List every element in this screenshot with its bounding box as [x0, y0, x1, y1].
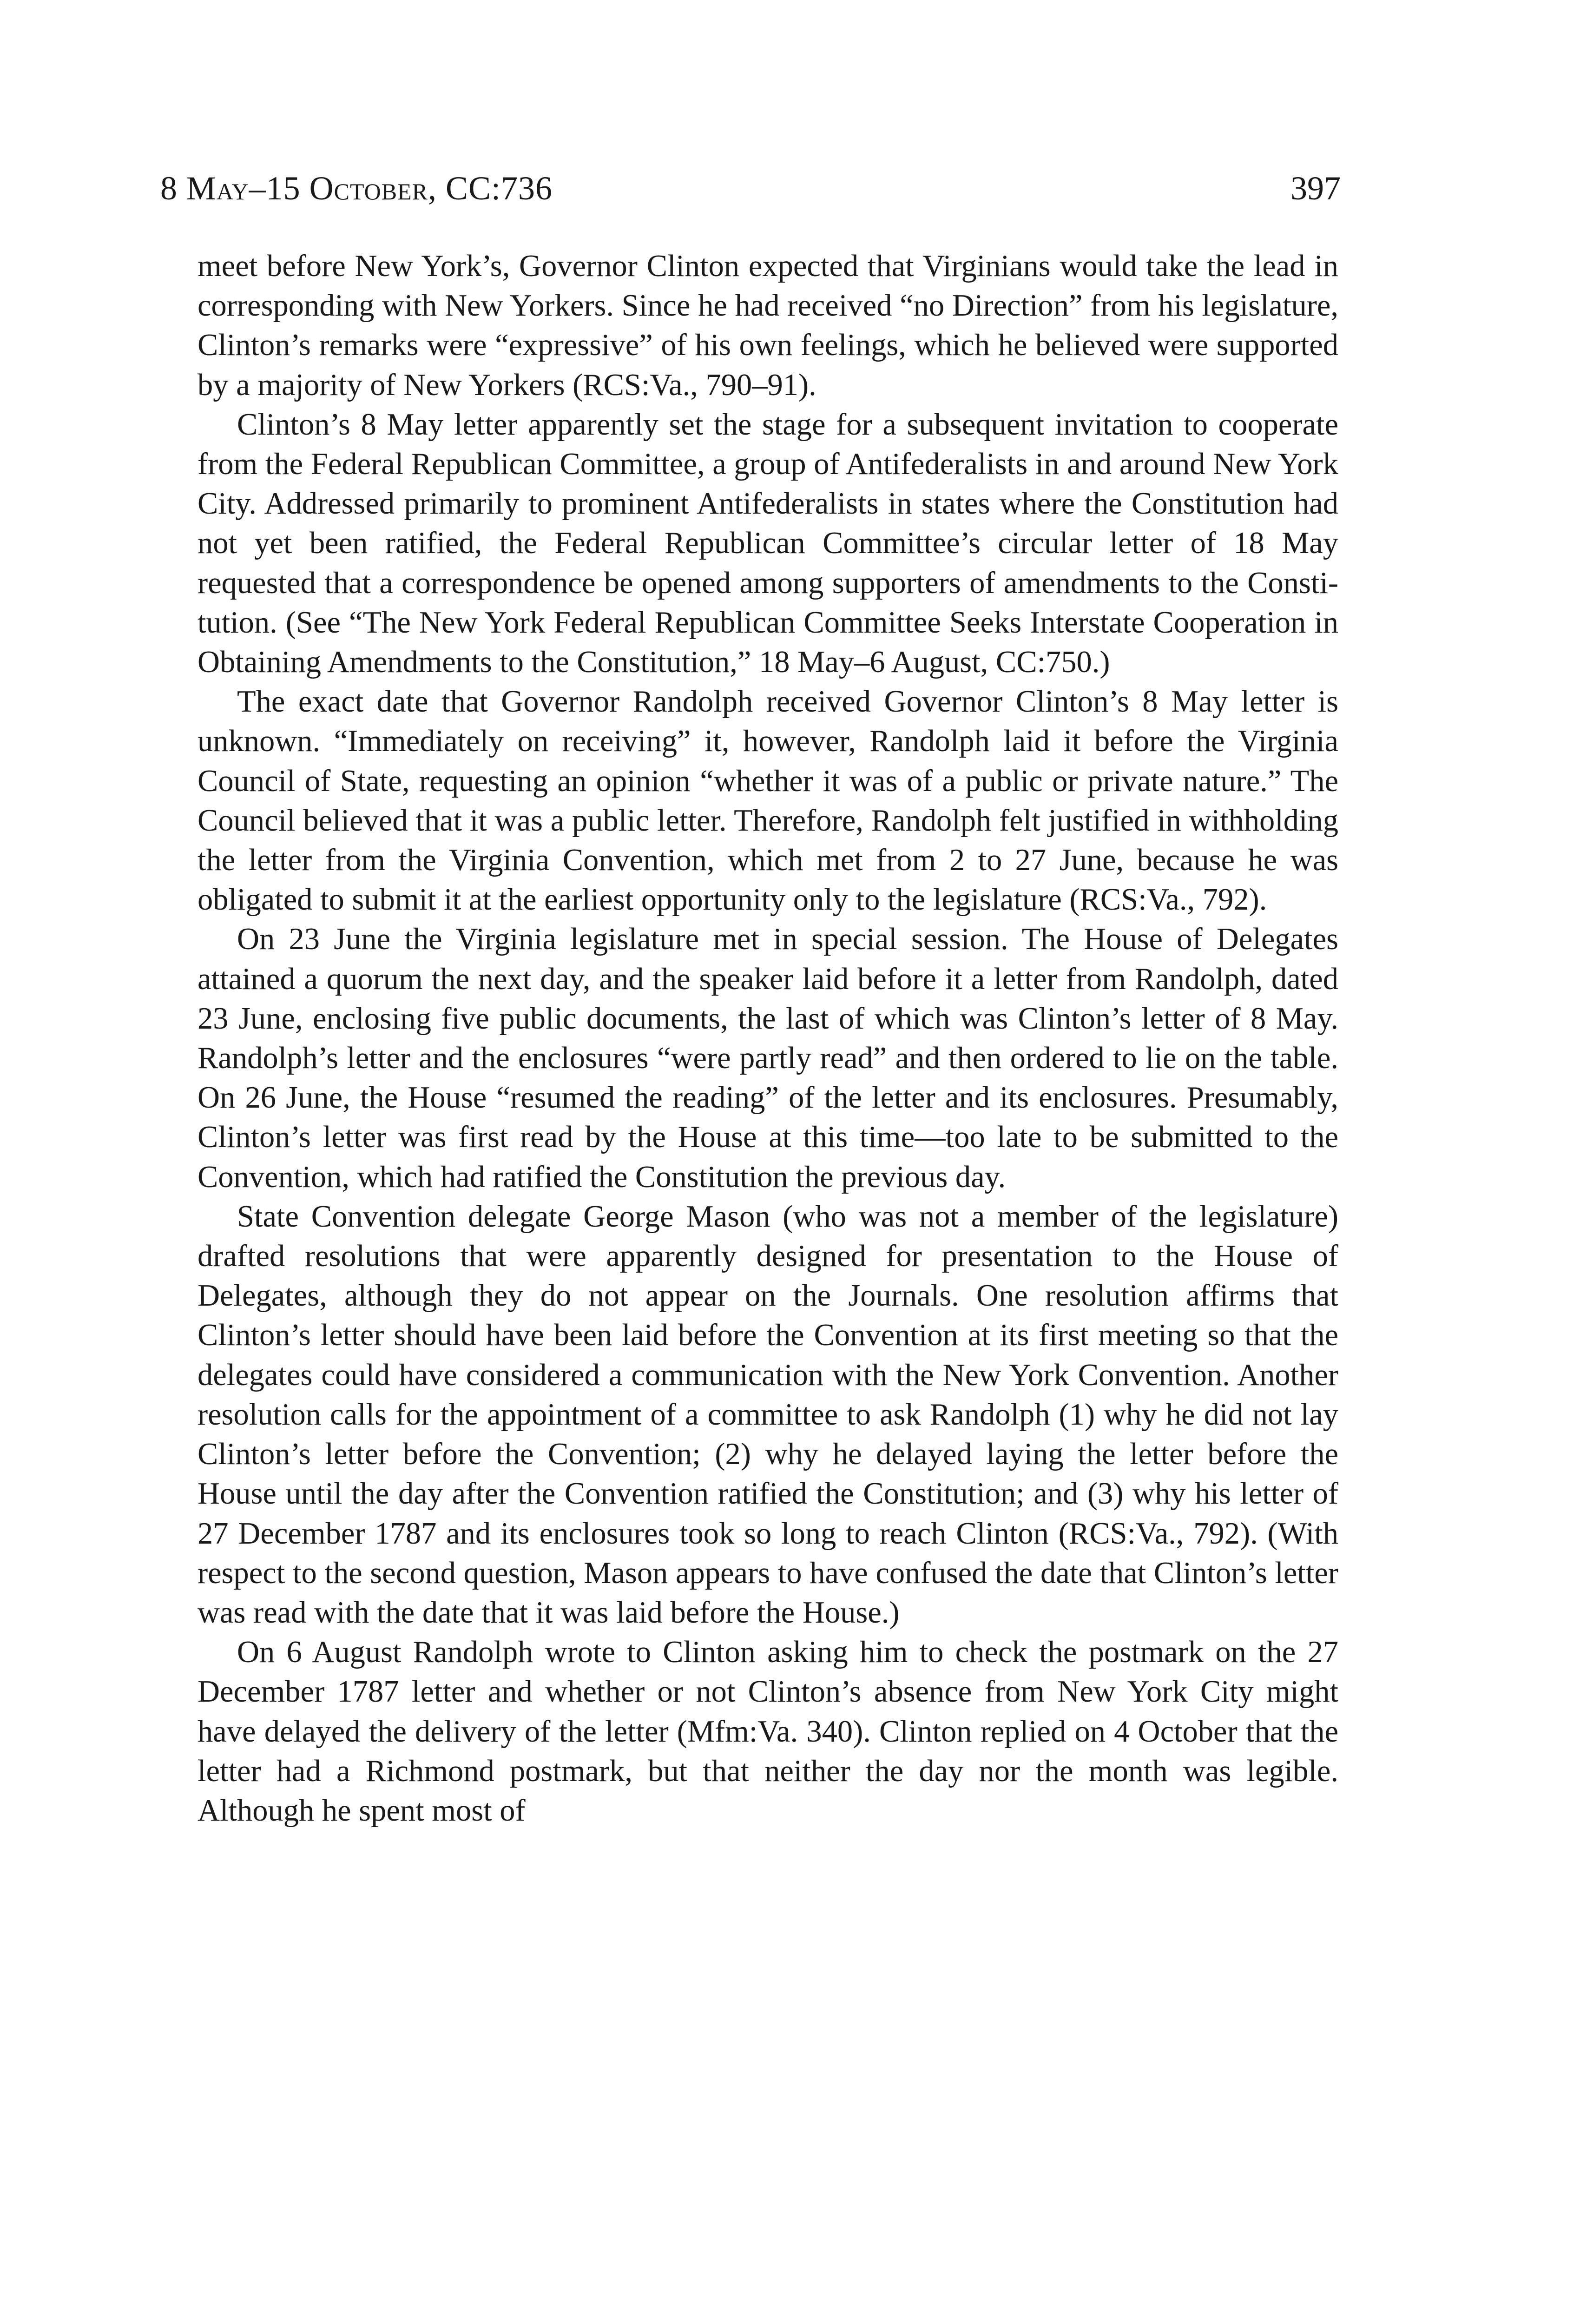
- running-head-suffix: , CC:736: [428, 170, 553, 207]
- paragraph-3: The exact date that Governor Randolph received Governor Clinton’s 8 May letter is unknown. “Immediately on receiving” it, however, Randolph laid it before the Virginia Council of State, requesting an opinion “whether it was of a public or private nature.” The Council believed that it was a public letter. Therefore, Randolph felt justified in withholding the letter from the Virginia Convention, which met from 2 to 27 June, because he was obligated to submit it at the earliest opportunity only to the legislature (RCS:Va., 792).: [198, 685, 1338, 917]
- paragraph-6: On 6 August Randolph wrote to Clinton asking him to check the postmark on the 27 December 1787 letter and whether or not Clinton’s absence from New York City might have delayed the delivery of the letter (Mfm:Va. 340). Clinton replied on 4 October that the letter had a Richmond postmark, but that neither the day nor the month was legible. Although he spent most of: [198, 1635, 1338, 1828]
- page-number: 397: [1290, 170, 1341, 207]
- paragraph-2: Clinton’s 8 May letter apparently set the stage for a subsequent invitation to cooperate from the Federal Republican Committee, a group of Antifederalists in and around New York City. Addressed primarily to prominent Antifederalists in states where the Constitution had not yet been ratified, the Federal Republican Committee’s circular letter of 18 May requested that a correspondence be opened among supporters of amendments to the Constitution. (See “The New York Federal Republican Committee Seeks Interstate Cooperation in Obtaining Amendments to the Constitution,” 18 May–6 August, CC:750.): [198, 407, 1338, 680]
- paragraph-4: On 23 June the Virginia legislature met in special session. The House of Delegates attained a quorum the next day, and the speaker laid before it a letter from Randolph, dated 23 June, enclosing five public documents, the last of which was Clinton’s letter of 8 May. Randolph’s letter and the enclosures “were partly read” and then ordered to lie on the table. On 26 June, the House “resumed the reading” of the letter and its enclosures. Presumably, Clinton’s letter was first read by the House at this time—too late to be submitted to the Convention, which had ratified the Constitution the previous day.: [198, 922, 1338, 1194]
- running-head-caps: May–15 October: [186, 170, 428, 207]
- running-head-prefix: 8: [160, 170, 186, 207]
- paragraph-1: meet before New York’s, Governor Clinton expected that Virginians would take the lead in corresponding with New Yorkers. Since he had received “no Direction” from his legislature, Clinton’s remarks were “expressive” of his own feelings, which he believed were supported by a majority of New Yorkers (RCS:Va., 790–91).: [198, 249, 1338, 402]
- paragraph-5: State Convention delegate George Mason (who was not a member of the legislature) drafted resolutions that were apparently designed for presentation to the House of Delegates, although they do not appear on the Journals. One resolution affirms that Clinton’s letter should have been laid before the Convention at its first meeting so that the delegates could have considered a communication with the New York Convention. Another resolution calls for the appointment of a committee to ask Randolph (1) why he did not lay Clinton’s letter before the Convention; (2) why he delayed laying the letter before the House until the day after the Convention ratified the Constitution; and (3) why his letter of 27 December 1787 and its enclosures took so long to reach Clinton (RCS:Va., 792). (With respect to the second question, Mason appears to have confused the date that Clinton’s letter was read with the date that it was laid before the House.): [198, 1199, 1338, 1630]
- running-head: [160, 165, 1341, 211]
- body-text: [198, 246, 1338, 1830]
- running-head-title: [160, 165, 553, 211]
